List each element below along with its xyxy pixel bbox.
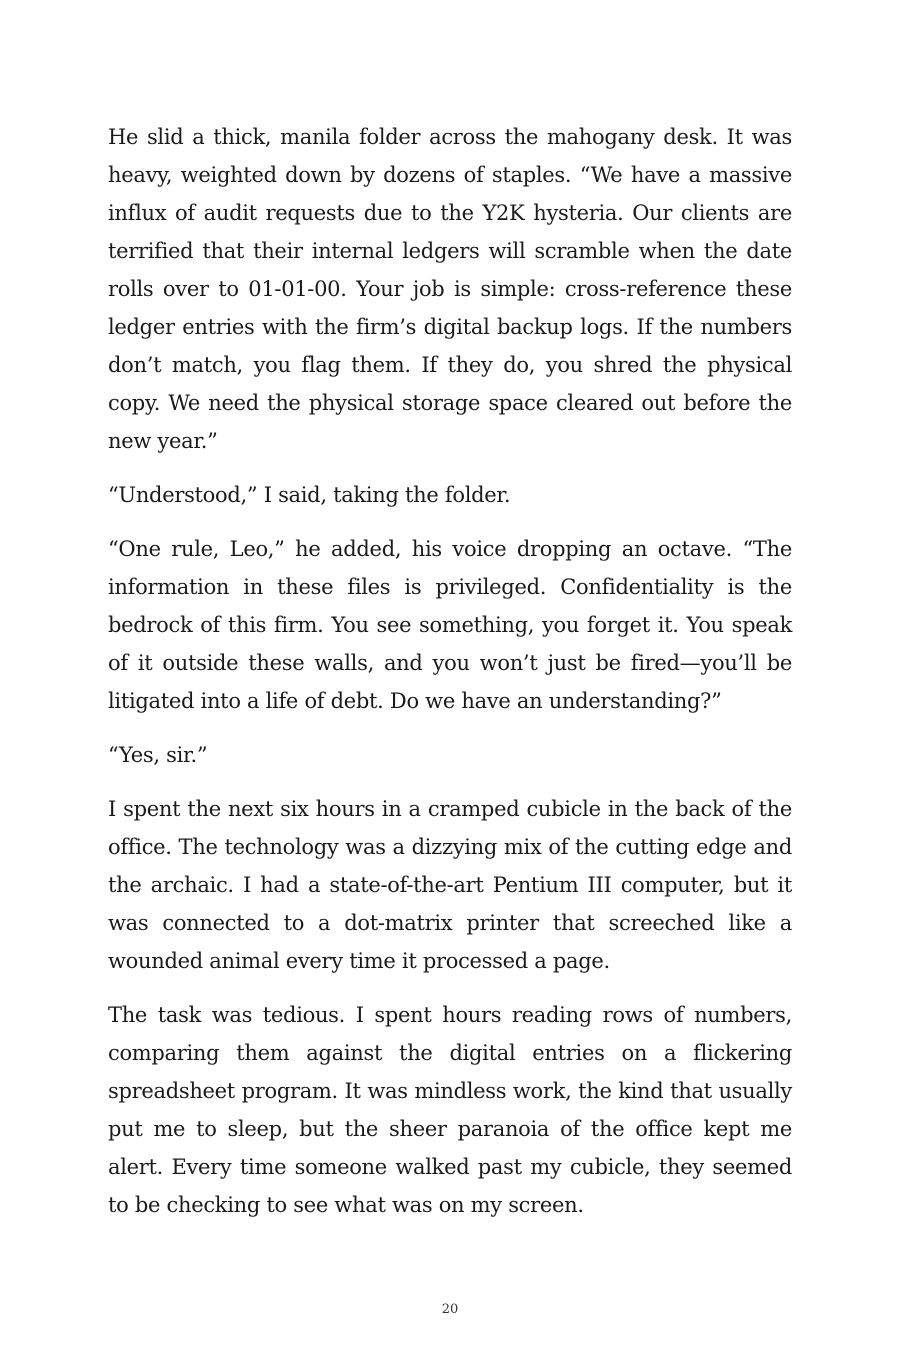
paragraph: He slid a thick, manila folder across the mahogany desk. It was heavy, weighted down by dozens of staples. “We have a massive influx of audit requests due to the Y2K hysteria. Our clients are terrified that their internal ledgers will scramble when the date rolls over to 01-01-00. Your job is simple: cross-reference these ledger entries with the firm’s digital backup logs. If the numbers don’t match, you flag them. If they do, you shred the physical copy. We need the physical storage space cleared out before the new year.”: [108, 125, 792, 453]
paragraph: “One rule, Leo,” he added, his voice dropping an octave. “The information in these files is privileged. Confidentiality is the bedrock of this firm. You see something, you forget it. You speak of it outside these walls, and you won’t just be fired—you’ll be litigated into a life of debt. Do we have an understanding?”: [108, 537, 792, 713]
paragraph: The task was tedious. I spent hours reading rows of numbers, comparing them against the digital entries on a flickering spreadsheet program. It was mindless work, the kind that usually put me to sleep, but the sheer paranoia of the office kept me alert. Every time someone walked past my cubicle, they seemed to be checking to see what was on my screen.: [108, 1003, 792, 1217]
paragraph: I spent the next six hours in a cramped cubicle in the back of the office. The technology was a dizzying mix of the cutting edge and the archaic. I had a state-of-the-art Pentium III computer, but it was connected to a dot-matrix printer that screeched like a wounded animal every time it processed a page.: [108, 797, 792, 973]
paragraph: “Yes, sir.”: [108, 743, 208, 767]
paragraph: “Understood,” I said, taking the folder.: [108, 483, 511, 507]
page-number: 20: [441, 1302, 459, 1317]
body-text: [108, 118, 792, 1240]
